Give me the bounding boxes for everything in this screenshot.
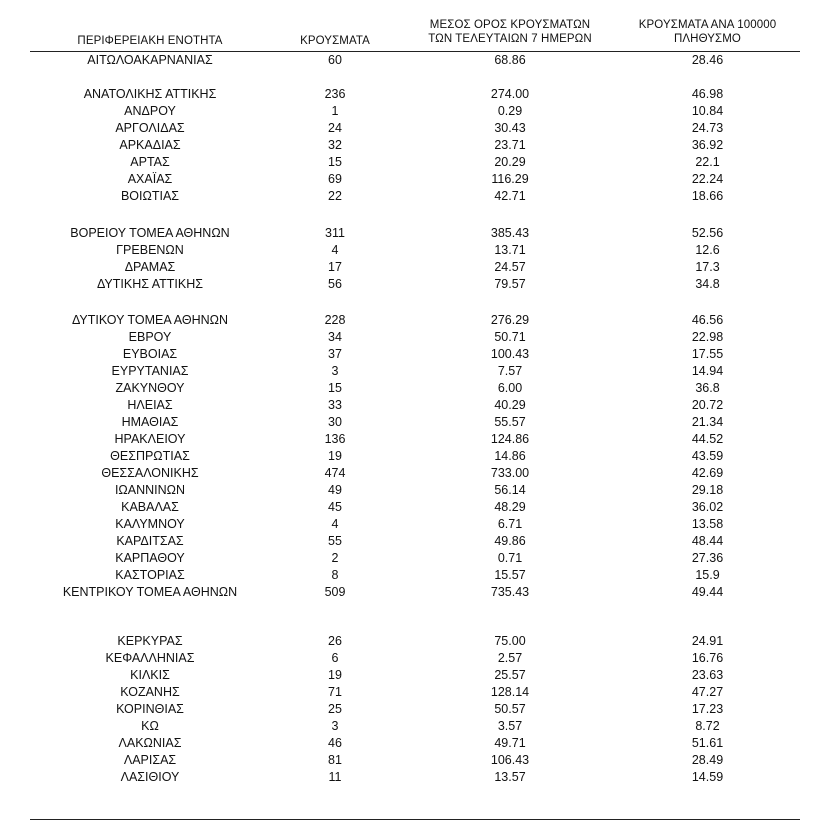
region-cell: ΚΟΖΑΝΗΣ [120, 685, 180, 699]
table-row [0, 465, 830, 482]
table-row [0, 567, 830, 584]
per100k-cell: 36.8 [695, 381, 720, 395]
per100k-cell: 24.73 [691, 121, 724, 135]
cases-cell: 1 [331, 104, 339, 118]
per100k-cell: 28.46 [691, 53, 724, 67]
cases-cell: 33 [328, 398, 342, 412]
region-cell: ΚΕΡΚΥΡΑΣ [117, 634, 183, 648]
avg7-cell: 124.86 [490, 432, 530, 446]
cases-cell: 81 [328, 753, 342, 767]
cases-cell: 55 [328, 534, 342, 548]
per100k-cell: 22.1 [695, 155, 720, 169]
region-cell: ΗΛΕΙΑΣ [127, 398, 173, 412]
per100k-cell: 48.44 [691, 534, 724, 548]
avg7-cell: 6.00 [497, 381, 523, 395]
cases-cell: 25 [328, 702, 342, 716]
per100k-cell: 17.23 [691, 702, 724, 716]
avg7-cell: 14.86 [494, 449, 526, 463]
header-avg7-line1: ΜΕΣΟΣ ΟΡΟΣ ΚΡΟΥΣΜΑΤΩΝ [429, 19, 591, 31]
avg7-cell: 24.57 [494, 260, 526, 274]
region-cell: ΛΑΚΩΝΙΑΣ [118, 736, 182, 750]
table-row [0, 154, 830, 171]
cases-cell: 15 [328, 155, 342, 169]
region-cell: ΗΜΑΘΙΑΣ [121, 415, 179, 429]
avg7-cell: 3.57 [497, 719, 523, 733]
region-cell: ΚΕΦΑΛΛΗΝΙΑΣ [105, 651, 195, 665]
per100k-cell: 34.8 [695, 277, 720, 291]
table-row [0, 225, 830, 242]
per100k-cell: 14.59 [691, 770, 724, 784]
avg7-cell: 274.00 [490, 87, 530, 101]
per100k-cell: 23.63 [691, 668, 724, 682]
table-row [0, 482, 830, 499]
region-cell: ΚΑΡΔΙΤΣΑΣ [116, 534, 184, 548]
avg7-cell: 106.43 [490, 753, 530, 767]
cases-cell: 11 [328, 770, 342, 784]
avg7-cell: 79.57 [494, 277, 526, 291]
table-row [0, 499, 830, 516]
table-row [0, 431, 830, 448]
cases-cell: 22 [328, 189, 342, 203]
avg7-cell: 6.71 [497, 517, 523, 531]
per100k-cell: 10.84 [691, 104, 724, 118]
table-row [0, 701, 830, 718]
per100k-cell: 22.98 [691, 330, 724, 344]
table-row [0, 137, 830, 154]
avg7-cell: 116.29 [491, 172, 529, 186]
per100k-cell: 21.34 [691, 415, 724, 429]
avg7-cell: 276.29 [490, 313, 530, 327]
per100k-cell: 12.6 [695, 243, 720, 257]
table-row [0, 171, 830, 188]
avg7-cell: 50.57 [494, 702, 526, 716]
table-row [0, 86, 830, 103]
table-row [0, 312, 830, 329]
header-avg7 [410, 18, 610, 46]
per100k-cell: 36.92 [691, 138, 724, 152]
cases-cell: 236 [324, 87, 346, 101]
cases-cell: 69 [328, 172, 342, 186]
header-avg7-line2: ΤΩΝ ΤΕΛΕΥΤΑΙΩΝ 7 ΗΜΕΡΩΝ [428, 33, 592, 45]
per100k-cell: 8.72 [695, 719, 720, 733]
region-cell: ΚΟΡΙΝΘΙΑΣ [116, 702, 184, 716]
table-row [0, 516, 830, 533]
per100k-cell: 43.59 [691, 449, 724, 463]
per100k-cell: 46.98 [691, 87, 724, 101]
region-cell: ΔΡΑΜΑΣ [124, 260, 176, 274]
per100k-cell: 17.55 [691, 347, 724, 361]
avg7-cell: 128.14 [490, 685, 530, 699]
cases-cell: 474 [324, 466, 346, 480]
avg7-cell: 385.43 [490, 226, 530, 240]
cases-cell: 136 [324, 432, 346, 446]
table-row [0, 633, 830, 650]
table-row [0, 684, 830, 701]
region-cell: ΚΕΝΤΡΙΚΟΥ ΤΟΜΕΑ ΑΘΗΝΩΝ [62, 585, 238, 599]
table-row [0, 120, 830, 137]
avg7-cell: 733.00 [490, 466, 530, 480]
avg7-cell: 7.57 [497, 364, 523, 378]
table-row [0, 52, 830, 69]
table-row [0, 650, 830, 667]
header-per100k [615, 18, 800, 46]
region-cell: ΑΙΤΩΛΟΑΚΑΡΝΑΝΙΑΣ [87, 53, 213, 67]
region-cell: ΖΑΚΥΝΘΟΥ [115, 381, 185, 395]
cases-cell: 3 [331, 364, 339, 378]
region-cell: ΒΟΡΕΙΟΥ ΤΟΜΕΑ ΑΘΗΝΩΝ [70, 226, 230, 240]
per100k-cell: 51.61 [691, 736, 724, 750]
per100k-cell: 22.24 [691, 172, 724, 186]
table-row [0, 242, 830, 259]
region-cell: ΔΥΤΙΚΟΥ ΤΟΜΕΑ ΑΘΗΝΩΝ [71, 313, 229, 327]
footer-rule [30, 819, 800, 820]
table-row [0, 550, 830, 567]
region-cell: ΓΡΕΒΕΝΩΝ [116, 243, 184, 257]
avg7-cell: 49.71 [494, 736, 526, 750]
table-row [0, 414, 830, 431]
region-cell: ΕΥΒΟΙΑΣ [122, 347, 178, 361]
avg7-cell: 0.71 [497, 551, 523, 565]
table-row [0, 346, 830, 363]
avg7-cell: 42.71 [494, 189, 526, 203]
cases-cell: 32 [328, 138, 342, 152]
region-cell: ΚΑΣΤΟΡΙΑΣ [115, 568, 185, 582]
region-cell: ΛΑΣΙΘΙΟΥ [120, 770, 180, 784]
table-row [0, 769, 830, 786]
cases-cell: 19 [328, 449, 342, 463]
region-cell: ΑΡΓΟΛΙΔΑΣ [115, 121, 185, 135]
per100k-cell: 27.36 [691, 551, 724, 565]
cases-cell: 3 [331, 719, 339, 733]
cases-cell: 2 [331, 551, 339, 565]
avg7-cell: 68.86 [494, 53, 526, 67]
avg7-cell: 25.57 [494, 668, 526, 682]
avg7-cell: 735.43 [490, 585, 530, 599]
table-row [0, 103, 830, 120]
region-cell: ΒΟΙΩΤΙΑΣ [120, 189, 180, 203]
region-cell: ΕΒΡΟΥ [128, 330, 172, 344]
per100k-cell: 15.9 [695, 568, 720, 582]
region-cell: ΚΑΛΥΜΝΟΥ [115, 517, 185, 531]
avg7-cell: 0.29 [497, 104, 523, 118]
avg7-cell: 23.71 [494, 138, 526, 152]
table-row [0, 276, 830, 293]
region-cell: ΘΕΣΣΑΛΟΝΙΚΗΣ [101, 466, 199, 480]
avg7-cell: 49.86 [494, 534, 526, 548]
cases-cell: 34 [328, 330, 342, 344]
cases-cell: 45 [328, 500, 342, 514]
cases-cell: 15 [328, 381, 342, 395]
per100k-cell: 46.56 [691, 313, 724, 327]
per100k-cell: 20.72 [691, 398, 724, 412]
table-row [0, 188, 830, 205]
per100k-cell: 42.69 [691, 466, 724, 480]
region-cell: ΘΕΣΠΡΩΤΙΑΣ [110, 449, 190, 463]
table-row [0, 533, 830, 550]
avg7-cell: 56.14 [494, 483, 526, 497]
cases-cell: 4 [331, 243, 339, 257]
region-cell: ΑΝΔΡΟΥ [124, 104, 176, 118]
region-cell: ΚΩ [141, 719, 159, 733]
cases-cell: 228 [324, 313, 346, 327]
cases-cell: 71 [328, 685, 342, 699]
avg7-cell: 75.00 [494, 634, 526, 648]
region-cell: ΙΩΑΝΝΙΝΩΝ [114, 483, 186, 497]
avg7-cell: 48.29 [494, 500, 526, 514]
cases-cell: 19 [328, 668, 342, 682]
avg7-cell: 15.57 [494, 568, 526, 582]
table-row [0, 667, 830, 684]
cases-cell: 4 [331, 517, 339, 531]
per100k-cell: 44.52 [691, 432, 724, 446]
region-cell: ΚΑΒΑΛΑΣ [121, 500, 179, 514]
avg7-cell: 40.29 [494, 398, 526, 412]
header-cases-text: ΚΡΟΥΣΜΑΤΑ [300, 35, 370, 47]
per100k-cell: 52.56 [691, 226, 724, 240]
avg7-cell: 20.29 [494, 155, 526, 169]
region-cell: ΚΑΡΠΑΘΟΥ [115, 551, 185, 565]
table-row [0, 735, 830, 752]
avg7-cell: 13.57 [494, 770, 526, 784]
region-cell: ΗΡΑΚΛΕΙΟΥ [114, 432, 186, 446]
avg7-cell: 55.57 [494, 415, 526, 429]
per100k-cell: 47.27 [691, 685, 724, 699]
table-row [0, 363, 830, 380]
region-cell: ΑΧΑΪΑΣ [127, 172, 173, 186]
cases-cell: 60 [328, 53, 342, 67]
avg7-cell: 2.57 [497, 651, 523, 665]
avg7-cell: 13.71 [494, 243, 526, 257]
cases-cell: 6 [331, 651, 339, 665]
header-cases [285, 34, 385, 48]
cases-cell: 311 [325, 226, 345, 240]
header-region [30, 34, 270, 48]
cases-cell: 8 [331, 568, 339, 582]
header-per100k-line2: ΠΛΗΘΥΣΜΟ [674, 33, 741, 45]
table-row [0, 380, 830, 397]
per100k-cell: 16.76 [691, 651, 724, 665]
region-cell: ΚΙΛΚΙΣ [130, 668, 170, 682]
cases-cell: 46 [328, 736, 342, 750]
region-cell: ΕΥΡΥΤΑΝΙΑΣ [111, 364, 189, 378]
per100k-cell: 36.02 [691, 500, 724, 514]
region-cell: ΑΡΤΑΣ [130, 155, 170, 169]
table-row [0, 752, 830, 769]
cases-cell: 56 [328, 277, 342, 291]
cases-cell: 26 [328, 634, 342, 648]
per100k-cell: 49.44 [691, 585, 724, 599]
header-region-text: ΠΕΡΙΦΕΡΕΙΑΚΗ ΕΝΟΤΗΤΑ [77, 35, 223, 47]
table-row [0, 397, 830, 414]
region-cell: ΔΥΤΙΚΗΣ ΑΤΤΙΚΗΣ [97, 277, 203, 291]
table-row [0, 718, 830, 735]
cases-cell: 509 [324, 585, 346, 599]
avg7-cell: 100.43 [490, 347, 530, 361]
avg7-cell: 30.43 [494, 121, 526, 135]
cases-cell: 49 [328, 483, 342, 497]
cases-cell: 17 [328, 260, 342, 274]
region-cell: ΑΡΚΑΔΙΑΣ [119, 138, 181, 152]
table-row [0, 584, 830, 601]
per100k-cell: 14.94 [691, 364, 724, 378]
per100k-cell: 18.66 [691, 189, 724, 203]
per100k-cell: 29.18 [691, 483, 724, 497]
avg7-cell: 50.71 [494, 330, 526, 344]
table-row [0, 448, 830, 465]
per100k-cell: 28.49 [691, 753, 724, 767]
region-cell: ΑΝΑΤΟΛΙΚΗΣ ΑΤΤΙΚΗΣ [83, 87, 217, 101]
cases-cell: 24 [328, 121, 342, 135]
per100k-cell: 17.3 [695, 260, 720, 274]
per100k-cell: 13.58 [691, 517, 724, 531]
cases-cell: 37 [328, 347, 342, 361]
per100k-cell: 24.91 [691, 634, 724, 648]
cases-cell: 30 [328, 415, 342, 429]
region-cell: ΛΑΡΙΣΑΣ [123, 753, 177, 767]
header-per100k-line1: ΚΡΟΥΣΜΑΤΑ ΑΝΑ 100000 [638, 19, 777, 31]
table-row [0, 329, 830, 346]
table-row [0, 259, 830, 276]
